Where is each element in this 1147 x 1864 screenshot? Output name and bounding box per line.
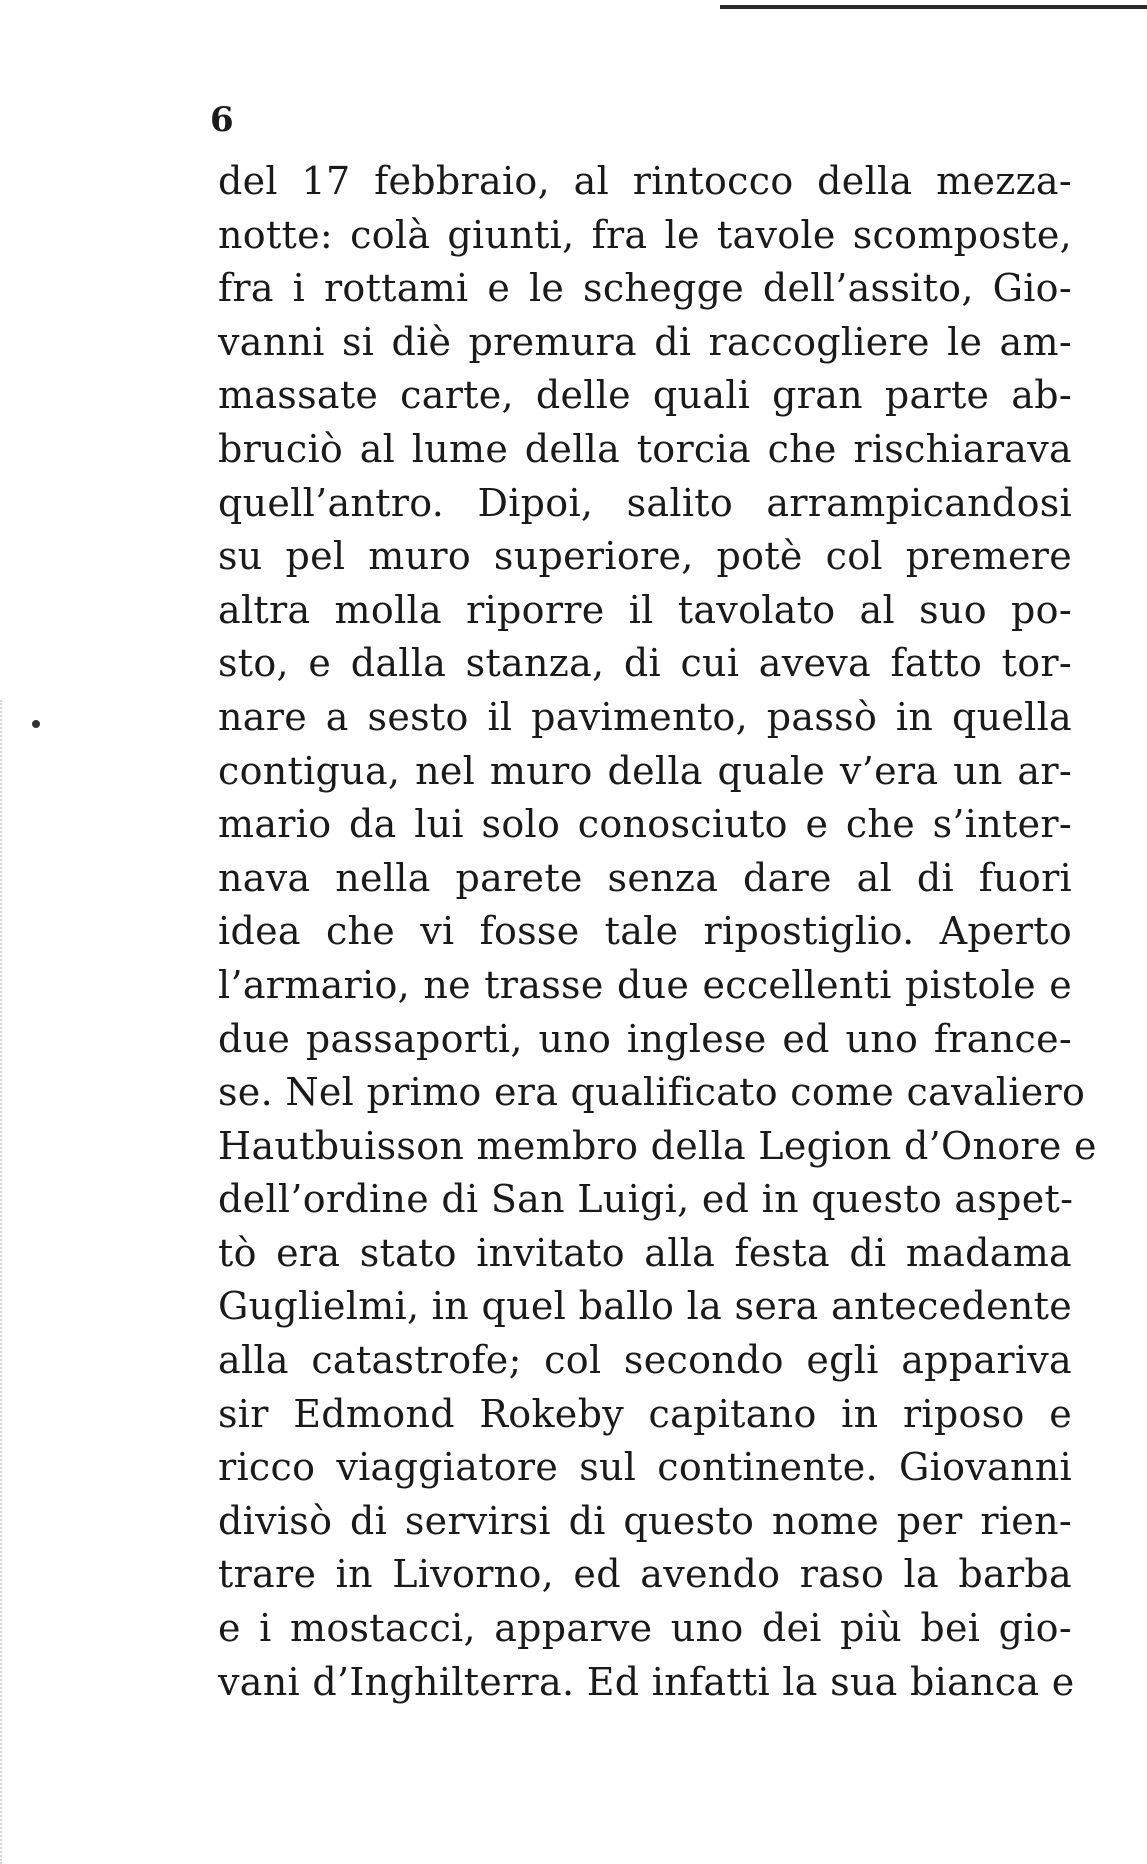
text-line: alla catastrofe; col secondo egli appariva	[218, 1338, 1072, 1383]
text-line: contigua, nel muro della quale v’era un ar-	[218, 748, 1072, 793]
text-line: altra molla riporre il tavolato al suo po-	[218, 587, 1072, 632]
scan-margin-specks	[0, 700, 22, 1864]
text-line: vani d’Inghilterra. Ed infatti la sua bianca e	[218, 1659, 1075, 1704]
text-line: mario da lui solo conosciuto e che s’inter-	[218, 802, 1072, 847]
margin-ink-dot	[32, 720, 40, 728]
text-line: Hautbuisson membro della Legion d’Onore e	[218, 1123, 1097, 1168]
text-line: nava nella parete senza dare al di fuori	[218, 855, 1072, 900]
text-line: bruciò al lume della torcia che rischiarava	[218, 426, 1072, 471]
page-number: 6	[210, 100, 234, 140]
text-line: su pel muro superiore, potè col premere	[218, 534, 1072, 579]
text-line: due passaporti, uno inglese ed uno france-	[218, 1016, 1072, 1061]
text-line: fra i rottami e le schegge dell’assito, Gio-	[218, 266, 1072, 311]
text-line: sir Edmond Rokeby capitano in riposo e	[218, 1391, 1072, 1436]
text-line: vanni si diè premura di raccogliere le am-	[218, 319, 1072, 364]
text-line: se. Nel primo era qualificato come cavaliero	[218, 1070, 1086, 1115]
text-line: notte: colà giunti, fra le tavole scomposte,	[218, 212, 1072, 257]
text-line: l’armario, ne trasse due eccellenti pistole e	[218, 962, 1072, 1007]
text-line: ricco viaggiatore sul continente. Giovanni	[218, 1445, 1072, 1490]
text-line: sto, e dalla stanza, di cui aveva fatto tor-	[218, 641, 1072, 686]
top-border-rule	[720, 5, 1147, 9]
body-text	[218, 155, 1097, 1709]
text-line: tò era stato invitato alla festa di madama	[218, 1230, 1072, 1275]
text-line: trare in Livorno, ed avendo raso la barba	[218, 1552, 1072, 1597]
text-line: dell’ordine di San Luigi, ed in questo aspet-	[218, 1177, 1074, 1222]
text-line: e i mostacci, apparve uno dei più bei gio-	[218, 1606, 1072, 1651]
text-line: divisò di servirsi di questo nome per rien-	[218, 1498, 1072, 1543]
text-line: nare a sesto il pavimento, passò in quella	[218, 694, 1072, 739]
text-line: quell’antro. Dipoi, salito arrampicandosi	[218, 480, 1072, 525]
text-line: idea che vi fosse tale ripostiglio. Aperto	[218, 909, 1072, 954]
text-line: massate carte, delle quali gran parte ab-	[218, 373, 1072, 418]
text-line: Guglielmi, in quel ballo la sera antecedente	[218, 1284, 1072, 1329]
text-line: del 17 febbraio, al rintocco della mezza-	[218, 159, 1072, 203]
